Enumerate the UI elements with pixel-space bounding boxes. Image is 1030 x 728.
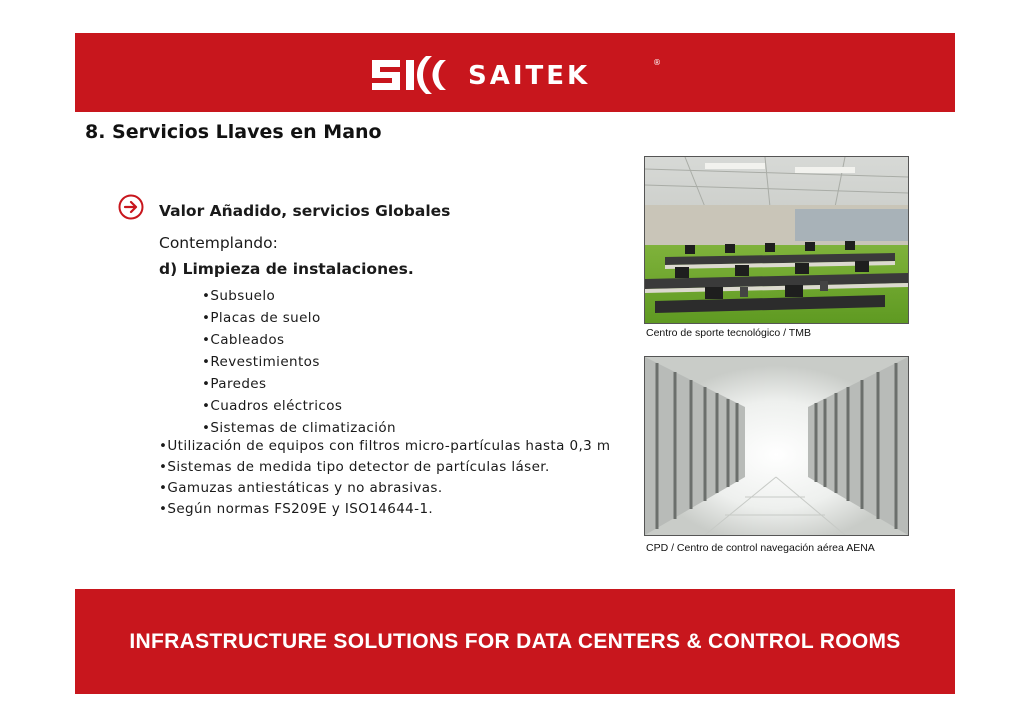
list-item: •Sistemas de medida tipo detector de partículas láser. xyxy=(159,459,550,475)
saitek-logo xyxy=(370,50,670,100)
page-title: 8. Servicios Llaves en Mano xyxy=(85,121,382,143)
list-item: •Cableados xyxy=(202,332,285,348)
photo-caption: CPD / Centro de control navegación aérea AENA xyxy=(646,542,875,554)
list-item: •Gamuzas antiestáticas y no abrasivas. xyxy=(159,480,443,496)
subhead: d) Limpieza de instalaciones. xyxy=(159,260,414,278)
list-item: •Utilización de equipos con filtros micro-partículas hasta 0,3 m xyxy=(159,438,611,454)
list-item: •Subsuelo xyxy=(202,288,276,304)
logo-wordmark: SAITEK xyxy=(468,61,591,91)
cleaning-sub-list xyxy=(202,285,396,439)
footer-tagline: INFRASTRUCTURE SOLUTIONS FOR DATA CENTERS & CONTROL ROOMS xyxy=(129,630,901,653)
registered-mark: ® xyxy=(653,58,661,67)
list-item: •Revestimientos xyxy=(202,354,320,370)
control-room-photo xyxy=(644,156,909,324)
section-title: Valor Añadido, servicios Globales xyxy=(159,202,451,220)
circle-arrow-right-icon xyxy=(118,194,144,220)
list-item: •Cuadros eléctricos xyxy=(202,398,343,414)
list-item: •Placas de suelo xyxy=(202,310,321,326)
data-center-photo xyxy=(644,356,909,536)
intro-text: Contemplando: xyxy=(159,234,278,252)
service-list xyxy=(159,436,610,520)
list-item: •Según normas FS209E y ISO14644-1. xyxy=(159,501,434,517)
list-item: •Sistemas de climatización xyxy=(202,420,396,436)
list-item: •Paredes xyxy=(202,376,267,392)
photo-caption: Centro de sporte tecnológico / TMB xyxy=(646,327,811,339)
